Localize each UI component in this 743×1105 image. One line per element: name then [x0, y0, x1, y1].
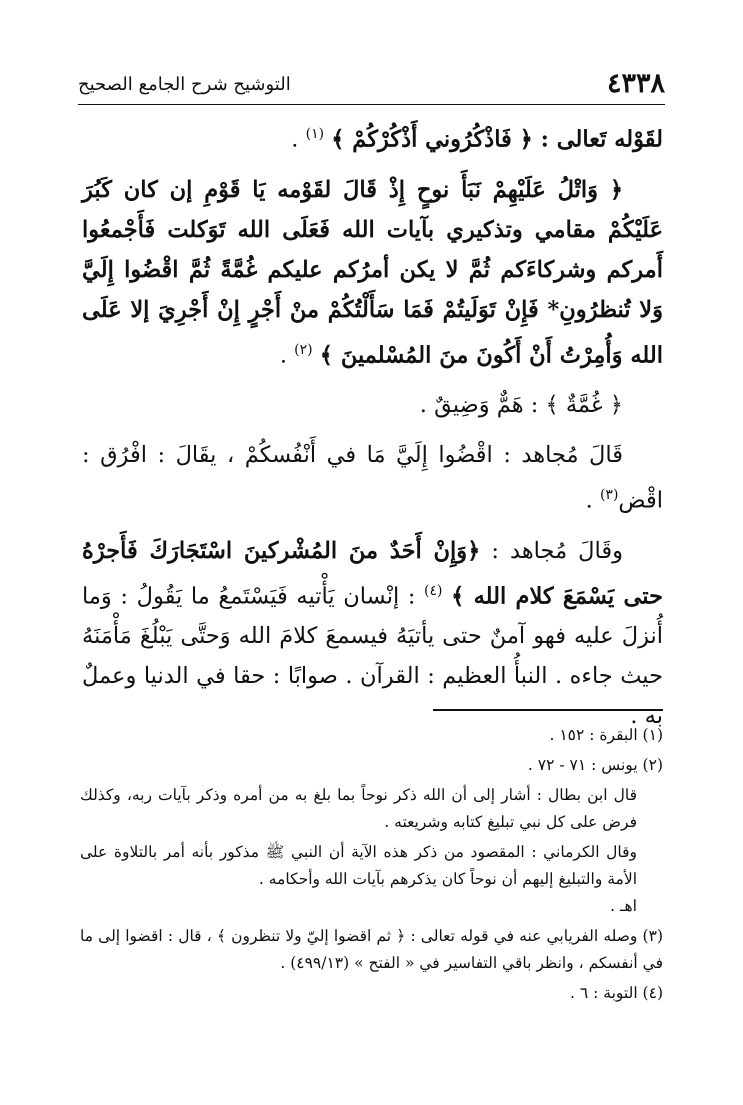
- footnote-2-kirmani: وقال الكرماني : المقصود من ذكر هذه الآية أن النبي ﷺ مذكور بأنه أمر بالتلاوة على الأمة والتبليغ إليهم أن نوحاً كان يذكرهم بآيات الله وأحكامه .: [80, 843, 637, 888]
- footnote-divider: [433, 709, 663, 711]
- paragraph-4: قَالَ مُجاهد : اقْضُوا إِلَيَّ مَا في أَنْفُسكُمْ ، يقَالَ : افْرُق : اقْض$^{(٣)}$ .: [82, 442, 663, 514]
- main-text: [82, 114, 663, 736]
- footnote-2-ibn-battal: قال ابن بطال : أشار إلى أن الله ذكر نوحاً بما بلغ به من أمره وذكر بآيات ربه، وكذلك فرض على كل نبي تبليغ كتابه وشريعته .: [80, 786, 637, 831]
- footnote-ref-2[interactable]: (٢): [294, 341, 313, 358]
- footnote-2-end: اهـ .: [610, 897, 637, 915]
- paragraph-3: ﴿ غُمَّةٌ ﴾ : هَمٌّ وَضِيقٌ .: [419, 392, 623, 418]
- paragraph-5: وقَالَ مُجاهد : ﴿وَإِنْ أَحَدٌ منَ المُشْركينَ اسْتَجَارَكَ فَأَجرْهُ حتى يَسْمَعَ كلام الله ﴾ $^{(٤)}$ : إنْسان يَأْتيه فَيَسْتَمعُ ما يَقُولُ : وَما أُنزلَ عليه فهو آمنٌ حتى يأتيَهُ فيسمعَ كلامَ الله وَحتَّى يَبْلُغَ مَأْمَنَهُ حيث جاءه . النبأُ العظيم : القرآن . صوابًا : حقا في الدنيا وعملٌ به .: [82, 537, 663, 729]
- footnote-4: (٤) التوبة : ٦ .: [570, 984, 663, 1002]
- footnote-3: (٣) وصله الفريابي عنه في قوله تعالى : ﴿ ثم اقضوا إليّ ولا تنظرون ﴾ ، قال : اقضوا إلى ما في أنفسكم ، وانظر باقي التفاسير في « الفتح » (٤٩٩/١٣) .: [80, 927, 663, 972]
- footnote-ref-3[interactable]: (٣): [599, 487, 619, 503]
- header-divider: [78, 104, 665, 105]
- page-header: [78, 68, 665, 102]
- footnote-ref-1[interactable]: (١): [305, 126, 325, 142]
- footnotes: [80, 722, 663, 1007]
- paragraph-1: لقَوْله تَعالى : ﴿ فَاذْكُرُوني أَذْكُرْكُمْ ﴾ $^{(١)}$ .: [291, 126, 663, 153]
- footnote-1: (١) البقرة : ١٥٢ .: [549, 726, 663, 744]
- footnote-ref-4[interactable]: (٤): [424, 582, 443, 599]
- paragraph-2-verse: ﴿ وَاتْلُ عَلَيْهِمْ نَبَأَ نوحٍ إِذْ قَالَ لقَوْمه يَا قَوْمِ إن كان كَبُرَ عَلَيْكُمْ مقامي وتذكيري بآيات الله فَعَلَى الله تَوَكلت فَأَجْمعُوا أَمركم وشركاءَكم ثُمَّ لا يكن أمرُكم عليكم غُمَّةً ثُمَّ اقْضُوا إِلَيَّ وَلا تُنظرُونِ* فَإِنْ تَوَلَيتُمْ فَمَا سَأَلْتُكُمْ منْ أَجْرٍ إِنْ أَجْرِيَ إلا عَلَى الله وَأُمِرْتُ أَنْ أَكُونَ منَ المُسْلمينَ ﴾ $^{(٢)}$ .: [82, 176, 663, 368]
- running-title: التوشيح شرح الجامع الصحيح: [78, 74, 291, 95]
- footnote-2: (٢) يونس : ٧١ - ٧٢ .: [527, 756, 663, 774]
- page-number: ٤٣٣٨: [606, 68, 665, 99]
